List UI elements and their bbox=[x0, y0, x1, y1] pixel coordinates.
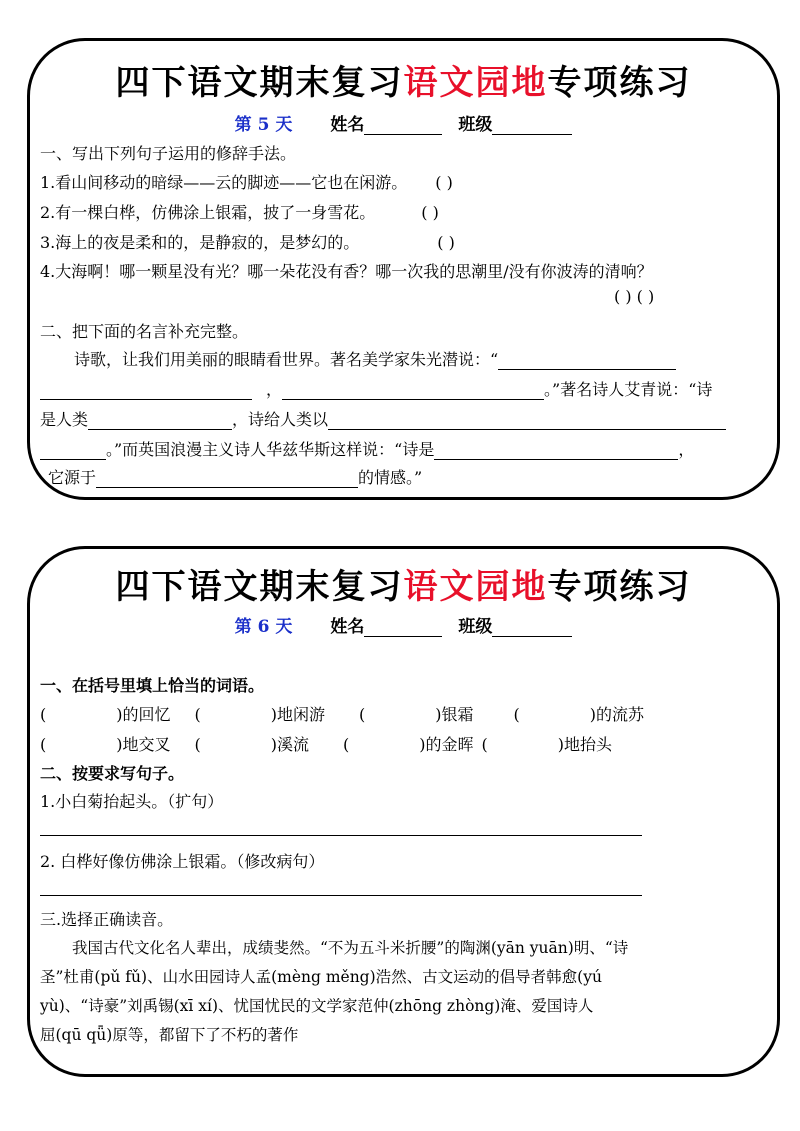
open-paren[interactable]: ( bbox=[40, 735, 47, 754]
day-name-class-row bbox=[30, 612, 777, 637]
fill-blank[interactable] bbox=[282, 385, 544, 400]
section-heading: 三.选择正确读音。 bbox=[40, 910, 174, 929]
question-row: 1.看山间移动的暗绿——云的脚迹——它也在闲游。 ( ) bbox=[40, 173, 453, 192]
open-paren[interactable]: ( bbox=[481, 735, 488, 754]
fill-word-row: ( )的回忆 ( )地闲游 ( )银霜 ( )的流苏 bbox=[40, 705, 644, 724]
name-label: 姓名 bbox=[330, 617, 365, 637]
day-label: 第 6 天 bbox=[234, 617, 293, 637]
class-field[interactable] bbox=[492, 622, 572, 637]
open-paren[interactable]: ( bbox=[194, 735, 201, 754]
question-row: 3.海上的夜是柔和的，是静寂的，是梦幻的。 ( ) bbox=[40, 233, 455, 252]
answer-paren-pair bbox=[614, 287, 654, 306]
reading-line: 圣”杜甫(pǔ fǔ)、山水田园诗人孟(mèng měng)浩然、古文运动的倡导者韩愈(yú bbox=[40, 968, 602, 986]
open-paren[interactable]: ( bbox=[359, 705, 366, 724]
fill-blank[interactable] bbox=[96, 473, 358, 488]
answer-paren[interactable]: ( ) bbox=[435, 173, 453, 192]
class-label: 班级 bbox=[458, 115, 493, 135]
question-row: 2.有一棵白桦，仿佛涂上银霜，披了一身雪花。 ( ) bbox=[40, 203, 439, 222]
answer-paren[interactable]: ( ) bbox=[614, 287, 632, 306]
open-paren[interactable]: ( bbox=[194, 705, 201, 724]
answer-paren[interactable]: ( ) bbox=[437, 233, 455, 252]
answer-paren[interactable]: ( ) bbox=[636, 287, 655, 306]
section-heading: 一、在括号里填上恰当的词语。 bbox=[40, 676, 265, 695]
card-title: 四下语文期末复习语文园地专项练习 bbox=[115, 63, 692, 103]
answer-line[interactable] bbox=[40, 895, 642, 896]
fill-word-row: ( )地交叉 ( )溪流 ( )的金晖 ( )地抬头 bbox=[40, 735, 612, 754]
name-field[interactable] bbox=[364, 622, 442, 637]
section-heading: 一、写出下列句子运用的修辞手法。 bbox=[40, 144, 297, 163]
fill-blank[interactable] bbox=[328, 415, 726, 430]
quote-paragraph-line: 。”而英国浪漫主义诗人华兹华斯这样说：“诗是 ， bbox=[40, 437, 694, 460]
task-line: 1.小白菊抬起头。（扩句） bbox=[40, 792, 224, 811]
fill-blank[interactable] bbox=[498, 355, 676, 370]
answer-paren[interactable]: ( ) bbox=[421, 203, 439, 222]
answer-line[interactable] bbox=[40, 835, 642, 836]
class-field[interactable] bbox=[492, 120, 572, 135]
quote-paragraph-line: 它源于 的情感。” bbox=[48, 468, 423, 487]
fill-blank[interactable] bbox=[434, 445, 678, 460]
name-field[interactable] bbox=[364, 120, 442, 135]
worksheet-card-day6 bbox=[27, 546, 780, 1077]
fill-blank[interactable] bbox=[40, 445, 106, 460]
fill-blank[interactable] bbox=[88, 415, 232, 430]
reading-line: 我国古代文化名人辈出，成绩斐然。“不为五斗米折腰”的陶渊(yān yuān)明、“诗 bbox=[72, 939, 629, 957]
question-row: 4.大海啊！哪一颗星没有光？哪一朵花没有香？哪一次我的思潮里/没有你波涛的清响？ bbox=[40, 262, 653, 281]
open-paren[interactable]: ( bbox=[343, 735, 350, 754]
worksheet-card-day5 bbox=[27, 38, 780, 500]
day-label: 第 5 天 bbox=[234, 115, 293, 135]
section-heading: 二、把下面的名言补充完整。 bbox=[40, 322, 249, 341]
task-line: 2. 白桦好像仿佛涂上银霜。（修改病句） bbox=[40, 852, 325, 871]
day-name-class-row bbox=[30, 110, 777, 135]
name-label: 姓名 bbox=[330, 115, 365, 135]
reading-line: 屈(qū qǖ)原等，都留下了不朽的著作 bbox=[40, 1026, 299, 1044]
quote-paragraph-line: 诗歌，让我们用美丽的眼睛看世界。著名美学家朱光潜说：“ bbox=[74, 347, 676, 370]
open-paren[interactable]: ( bbox=[40, 705, 47, 724]
fill-blank[interactable] bbox=[40, 385, 252, 400]
card-title: 四下语文期末复习语文园地专项练习 bbox=[115, 567, 692, 607]
quote-paragraph-line: 是人类 ，诗给人类以 bbox=[40, 407, 726, 430]
quote-paragraph-line: ， 。”著名诗人艾青说：“诗 bbox=[40, 377, 712, 400]
class-label: 班级 bbox=[458, 617, 493, 637]
open-paren[interactable]: ( bbox=[513, 705, 520, 724]
section-heading: 二、按要求写句子。 bbox=[40, 764, 185, 783]
reading-line: yù)、“诗豪”刘禹锡(xī xí)、忧国忧民的文学家范仲(zhōng zhòng)淹、爱国诗人 bbox=[40, 997, 594, 1015]
